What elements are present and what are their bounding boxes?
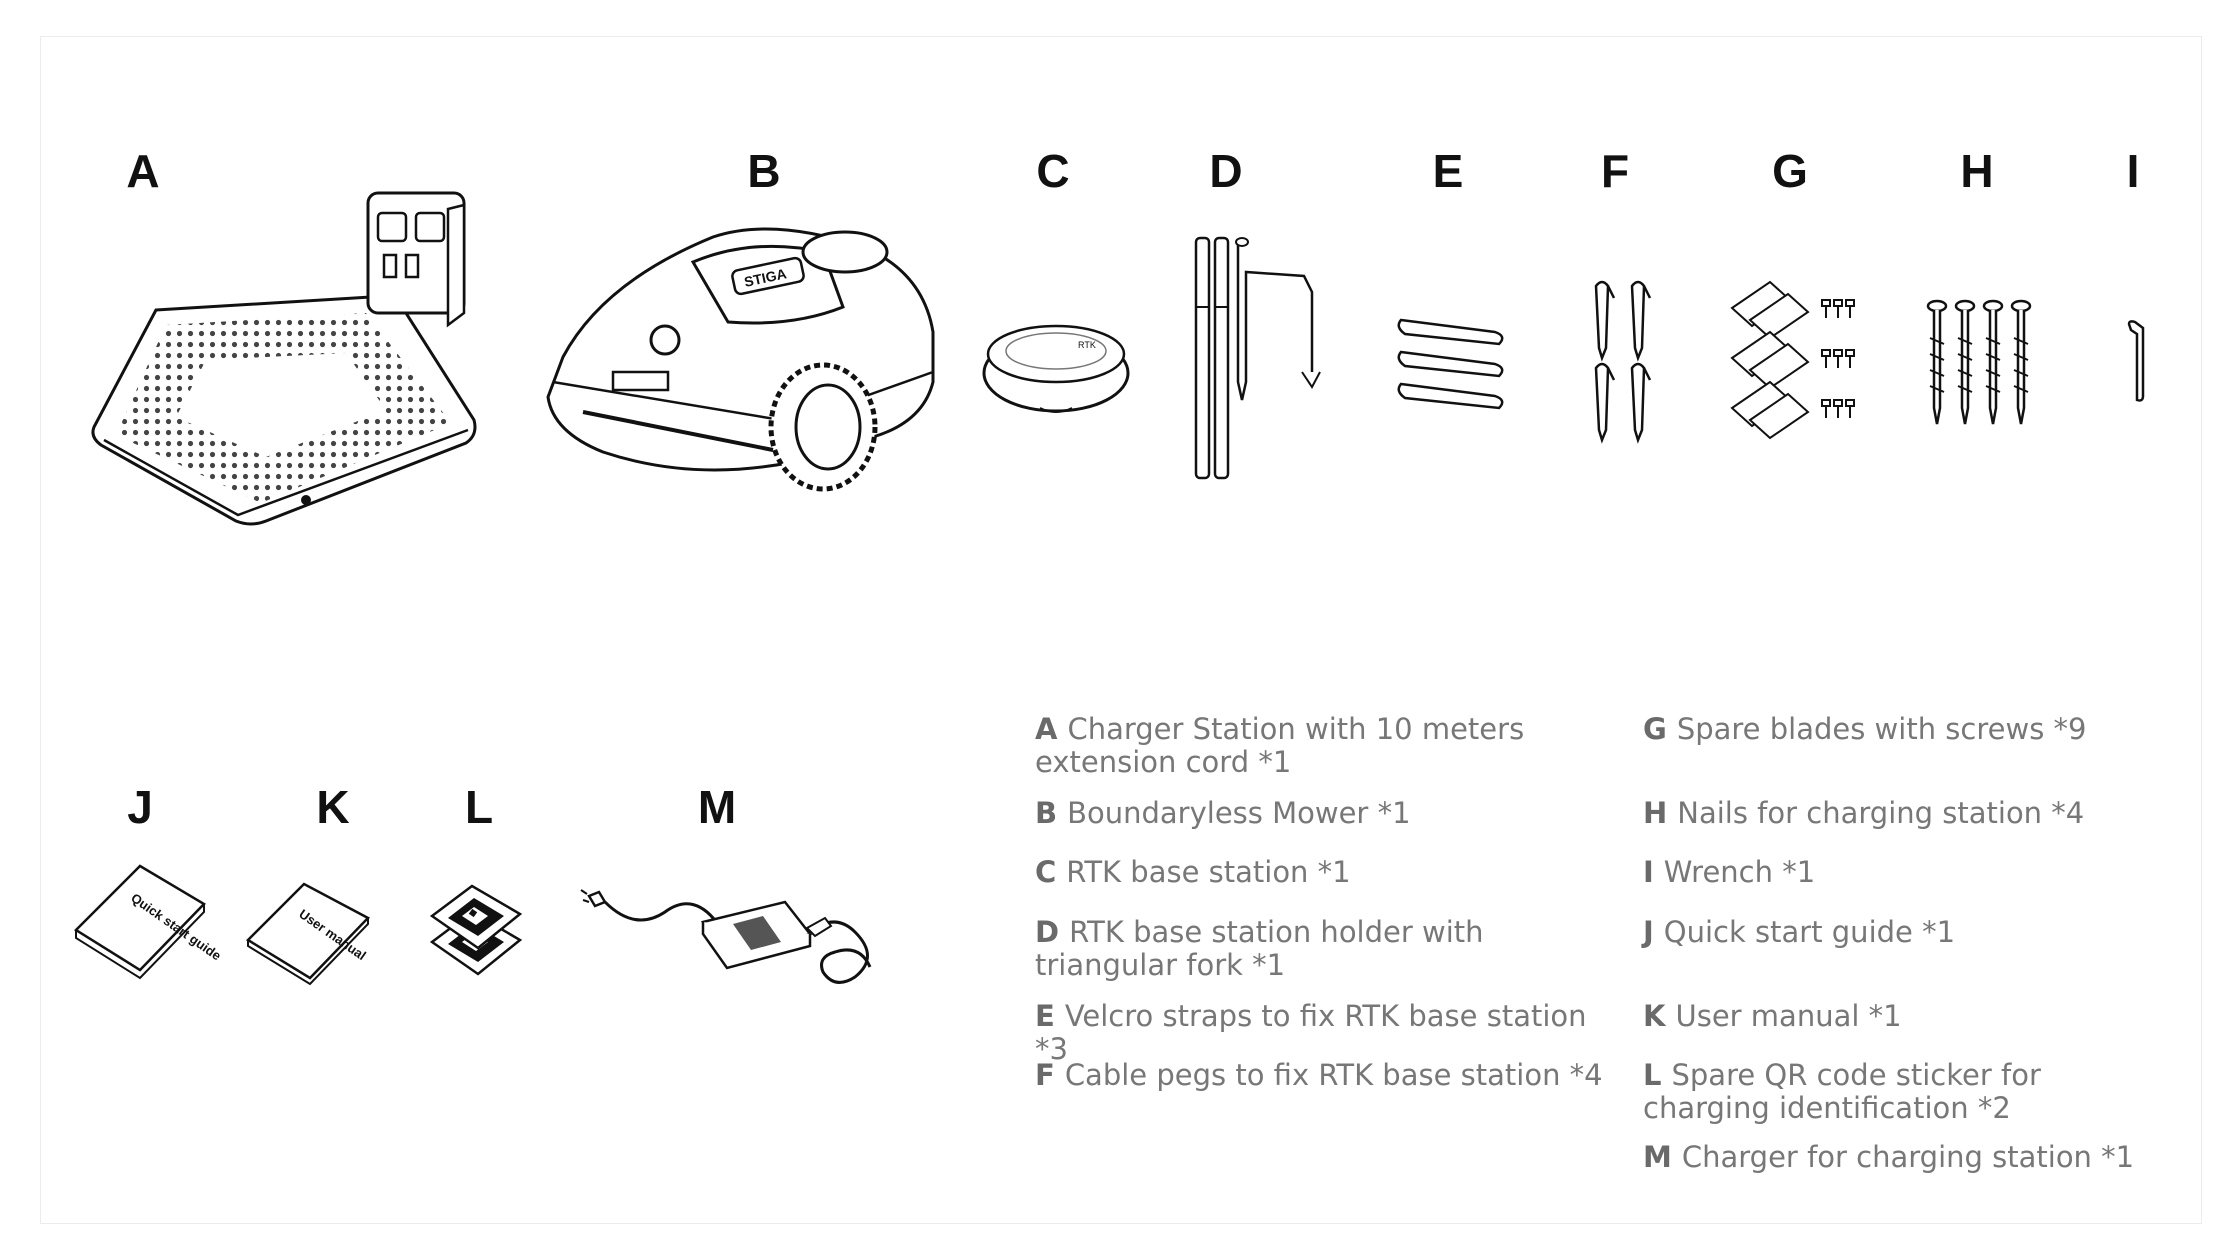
legend-key: M: [1643, 1140, 1672, 1174]
mower-illustration: [543, 222, 943, 502]
charging-nails-illustration: [1925, 298, 2035, 430]
legend-item-b: [1035, 797, 1595, 830]
item-letter-e: E: [1432, 145, 1464, 197]
legend-description: RTK base station holder with triangular fork *1: [1035, 915, 1484, 982]
item-letter-i: I: [2126, 145, 2140, 197]
spare-blades-illustration: [1730, 278, 1860, 438]
mower-badge-text: STIGA: [742, 265, 788, 290]
legend-description: Spare blades with screws *9: [1676, 712, 2087, 746]
rtk-badge-text: RTK: [1078, 340, 1096, 350]
legend-key: I: [1643, 855, 1654, 889]
item-letter-j: J: [127, 781, 153, 833]
item-letter-b: B: [747, 145, 781, 197]
item-letter-m: M: [697, 781, 737, 833]
legend-description: Spare QR code sticker for charging identification *2: [1643, 1058, 2041, 1125]
manual-cover-text: User manual: [296, 906, 369, 964]
legend-item-j: [1643, 916, 2163, 949]
legend-description: User manual *1: [1675, 999, 1902, 1033]
item-letter-c: C: [1036, 145, 1070, 197]
velcro-straps-illustration: [1395, 310, 1510, 420]
legend-key: B: [1035, 796, 1058, 830]
legend-description: Charger Station with 10 meters extension cord *1: [1035, 712, 1525, 779]
legend-item-f: [1035, 1059, 1615, 1092]
legend-key: G: [1643, 712, 1667, 746]
legend-item-d: [1035, 916, 1615, 982]
guide-cover-text: Quick start guide: [128, 890, 224, 964]
legend-key: A: [1035, 712, 1058, 746]
item-letter-l: L: [464, 781, 494, 833]
legend-description: Cable pegs to fix RTK base station *4: [1064, 1058, 1603, 1092]
qr-sticker-illustration: [428, 882, 528, 982]
legend-key: L: [1643, 1058, 1662, 1092]
item-letter-g: G: [1772, 145, 1808, 197]
legend-item-c: [1035, 856, 1595, 889]
legend-description: Wrench *1: [1663, 855, 1816, 889]
rtk-base-station-illustration: [980, 318, 1132, 418]
legend-key: K: [1643, 999, 1666, 1033]
legend-item-m: [1643, 1141, 2183, 1174]
item-letter-f: F: [1600, 145, 1630, 197]
legend-key: D: [1035, 915, 1060, 949]
legend-item-e: [1035, 1000, 1615, 1066]
legend-description: Charger for charging station *1: [1681, 1140, 2135, 1174]
quick-start-guide-illustration: [72, 860, 224, 985]
legend-item-i: [1643, 856, 2163, 889]
charger-station-illustration: [86, 185, 496, 530]
legend-description: Velcro straps to fix RTK base station *3: [1035, 999, 1587, 1066]
legend-description: Nails for charging station *4: [1677, 796, 2085, 830]
item-letter-k: K: [316, 781, 350, 833]
charger-power-supply-illustration: [585, 872, 885, 992]
legend-key: C: [1035, 855, 1057, 889]
legend-description: Quick start guide *1: [1663, 915, 1956, 949]
legend-item-l: [1643, 1059, 2063, 1125]
legend-key: H: [1643, 796, 1668, 830]
item-letter-a: A: [126, 145, 160, 197]
legend-item-g: [1643, 713, 2163, 746]
legend-key: J: [1643, 915, 1654, 949]
item-letter-h: H: [1960, 145, 1994, 197]
legend-item-h: [1643, 797, 2163, 830]
rtk-holder-illustration: [1192, 232, 1332, 484]
wrench-illustration: [2125, 318, 2155, 403]
legend-description: RTK base station *1: [1066, 855, 1351, 889]
legend-item-a: [1035, 713, 1595, 779]
legend-description: Boundaryless Mower *1: [1067, 796, 1411, 830]
user-manual-illustration: [244, 878, 374, 993]
legend-key: F: [1035, 1058, 1055, 1092]
cable-pegs-illustration: [1590, 278, 1665, 448]
legend-item-k: [1643, 1000, 2163, 1033]
item-letter-d: D: [1209, 145, 1243, 197]
legend-key: E: [1035, 999, 1055, 1033]
